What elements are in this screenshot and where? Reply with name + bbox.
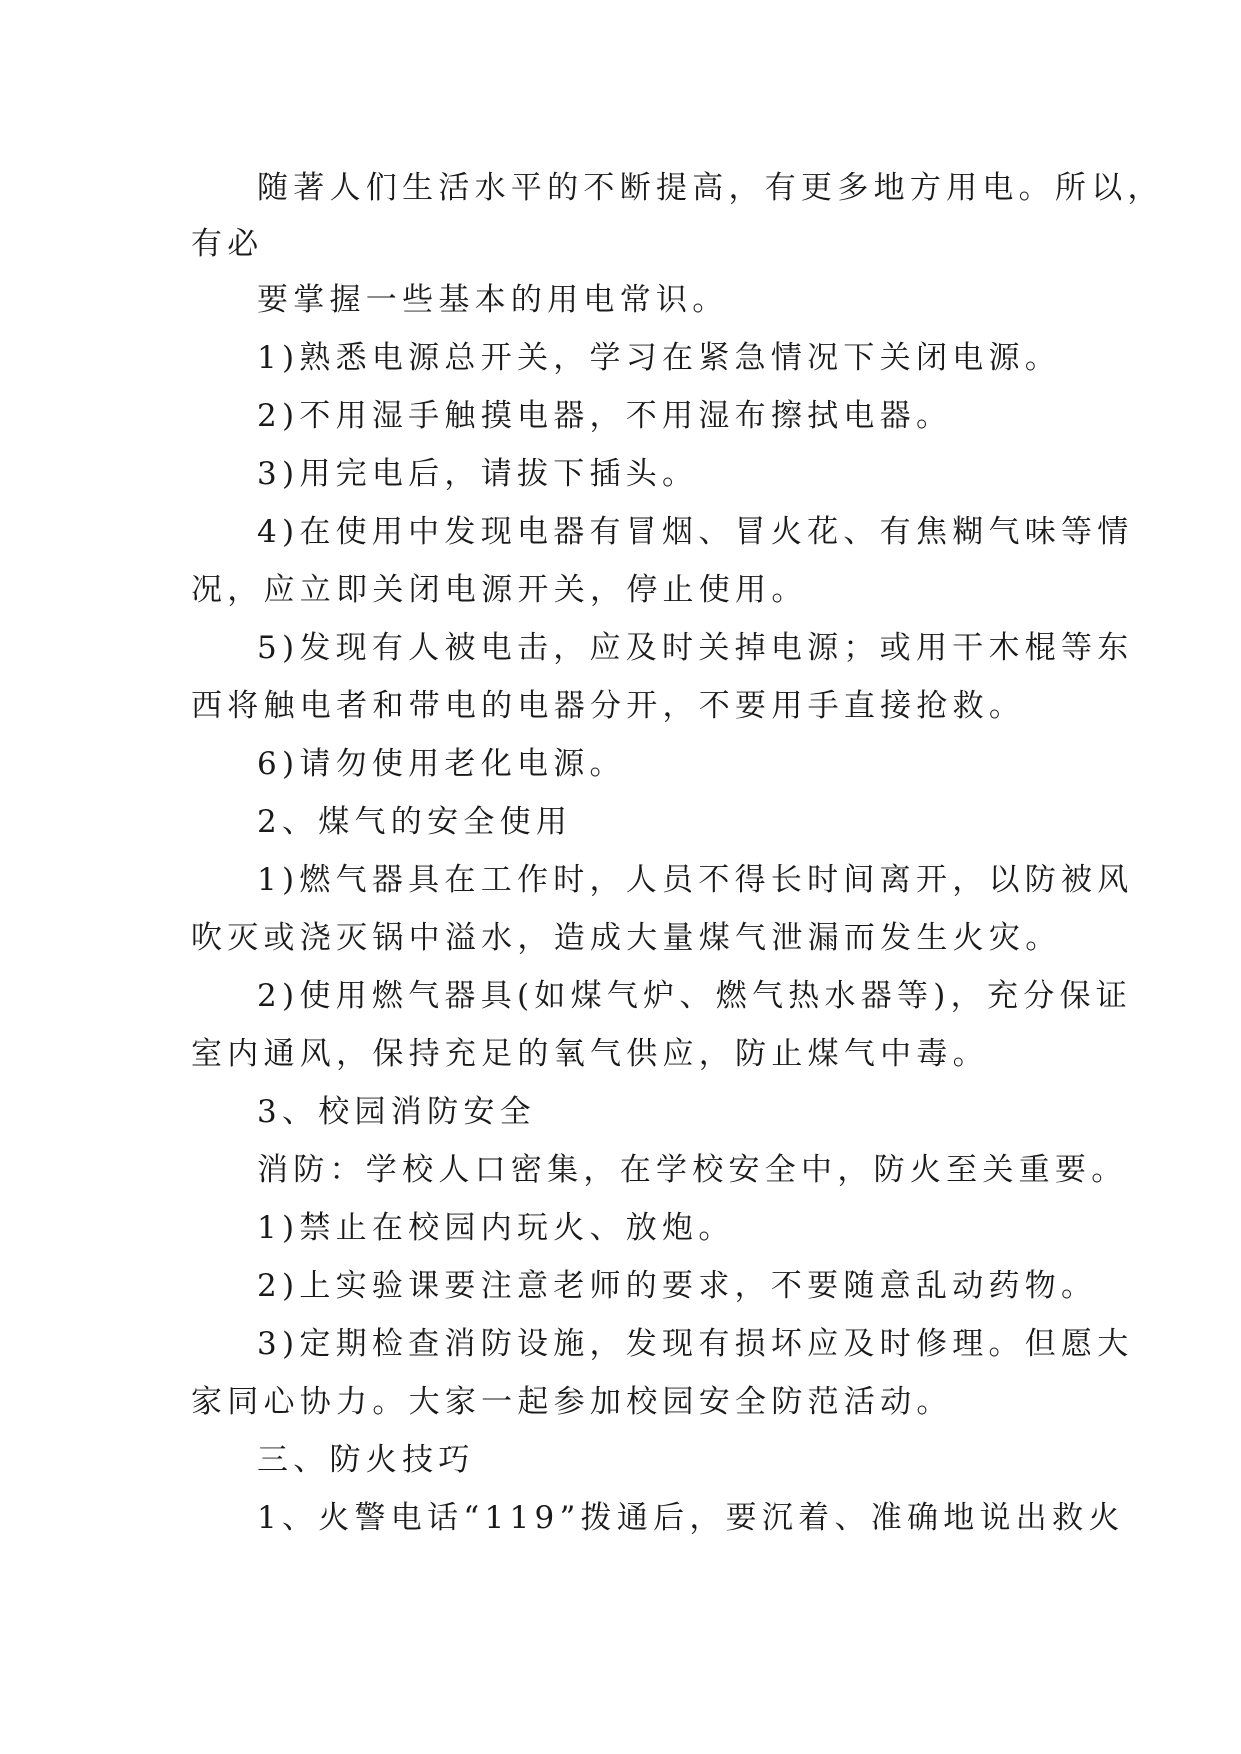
text-line-3: 要掌握一些基本的用电常识。 <box>257 282 729 318</box>
text-line-10: 西将触电者和带电的电器分开，不要用手直接抢救。 <box>191 688 1026 724</box>
text-line-1: 随著人们生活水平的不断提高，有更多地方用电。所以， <box>257 170 1164 206</box>
text-line-22: 家同心协力。大家一起参加校园安全防范活动。 <box>191 1384 953 1420</box>
text-line-6: 3)用完电后，请拔下插头。 <box>257 456 699 492</box>
text-line-16: 室内通风，保持充足的氧气供应，防止煤气中毒。 <box>191 1036 989 1072</box>
text-line-23: 三、防火技巧 <box>257 1442 475 1478</box>
text-line-24: 1、火警电话“119”拨通后，要沉着、准确地说出救火 <box>257 1500 1125 1536</box>
text-line-12: 2、煤气的安全使用 <box>257 804 573 840</box>
text-line-7: 4)在使用中发现电器有冒烟、冒火花、有焦糊气味等情 <box>257 514 1134 550</box>
text-line-9: 5)发现有人被电击，应及时关掉电源；或用干木棍等东 <box>257 630 1134 666</box>
text-line-5: 2)不用湿手触摸电器，不用湿布擦拭电器。 <box>257 398 953 434</box>
text-line-13: 1)燃气器具在工作时，人员不得长时间离开，以防被风 <box>257 862 1134 898</box>
text-line-4: 1)熟悉电源总开关，学习在紧急情况下关闭电源。 <box>257 340 1062 376</box>
text-line-20: 2)上实验课要注意老师的要求，不要随意乱动药物。 <box>257 1268 1098 1304</box>
text-line-8: 况，应立即关闭电源开关，停止使用。 <box>191 572 808 608</box>
text-line-11: 6)请勿使用老化电源。 <box>257 746 626 782</box>
text-line-17: 3、校园消防安全 <box>257 1094 536 1130</box>
text-line-21: 3)定期检查消防设施，发现有损坏应及时修理。但愿大 <box>257 1326 1134 1362</box>
text-line-18: 消防：学校人口密集，在学校安全中，防火至关重要。 <box>257 1152 1128 1188</box>
text-line-14: 吹灭或浇灭锅中溢水，造成大量煤气泄漏而发生火灾。 <box>191 920 1062 956</box>
text-line-2: 有必 <box>191 226 264 262</box>
text-line-19: 1)禁止在校园内玩火、放炮。 <box>257 1210 735 1246</box>
text-line-15: 2)使用燃气器具(如煤气炉、燃气热水器等)，充分保证 <box>257 978 1133 1014</box>
